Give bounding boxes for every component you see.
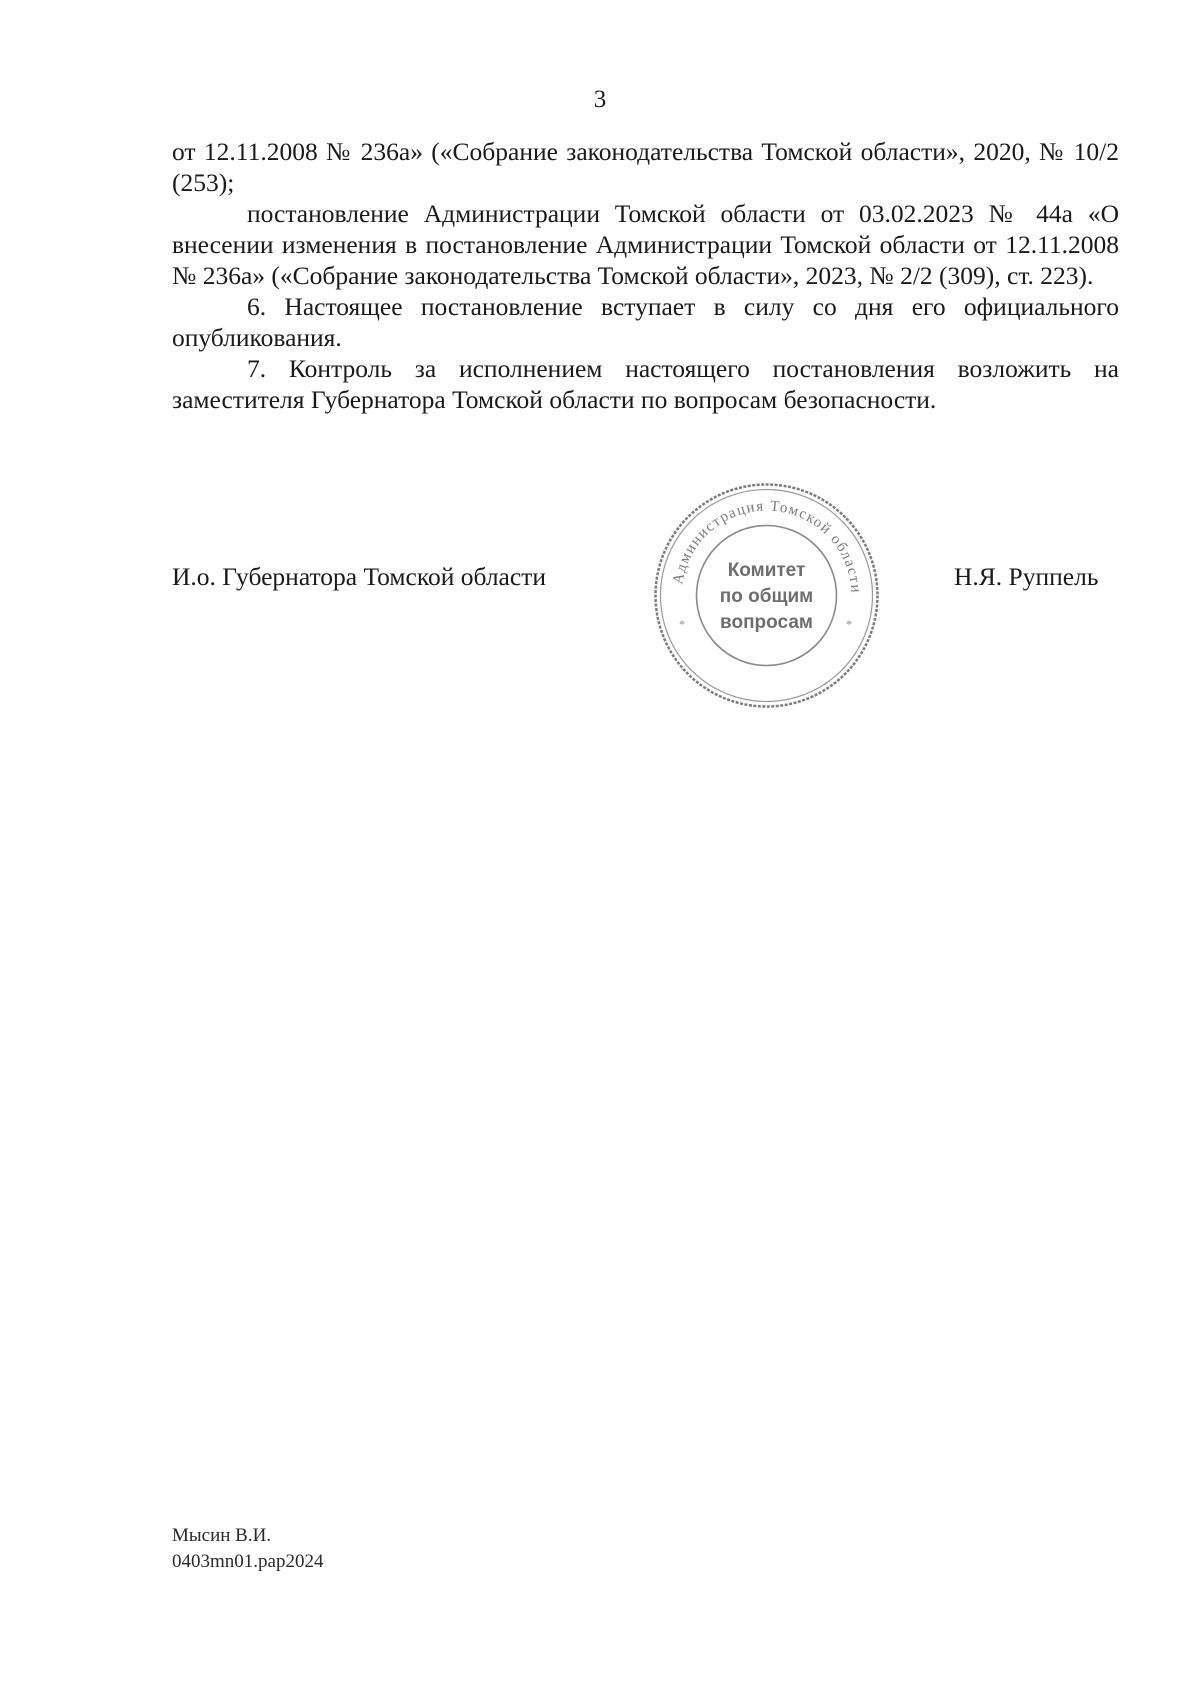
executor-name: Мысин В.И. xyxy=(172,1525,272,1546)
seal-center-line-2: по общим xyxy=(719,586,814,607)
page-number: 3 xyxy=(593,86,607,113)
document-body xyxy=(172,136,1119,415)
signatory-name: Н.Я. Руппель xyxy=(954,562,1099,591)
paragraph-resolution-44a: постановление Администрации Томской области от 03.02.2023 № 44а «О внесении изменения в постановление Администрации Томской области от 12.11.2008 № 236а» («Собрание законодательства Томской области», 2023, № 2/2 (309), ст. 223). xyxy=(172,199,1119,290)
seal-center-line-1: Комитет xyxy=(727,560,806,581)
paragraph-item-6: 6. Настоящее постановление вступает в силу со дня его официального опубликования. xyxy=(172,292,1119,352)
file-code: 0403mn01.pap2024 xyxy=(172,1551,324,1572)
svg-text:*: * xyxy=(846,617,852,631)
executor-block xyxy=(172,1523,323,1575)
official-seal-stamp xyxy=(653,482,880,709)
paragraph-item-7: 7. Контроль за исполнением настоящего постановления возложить на заместителя Губернатора Томской области по вопросам безопасности. xyxy=(172,354,1119,414)
paragraph-continuation: от 12.11.2008 № 236а» («Собрание законодательства Томской области», 2020, № 10/2 (253); xyxy=(172,137,1119,197)
svg-text:*: * xyxy=(679,617,685,631)
seal-ring-text: Администрация Томской области xyxy=(670,498,864,595)
signatory-title: И.о. Губернатора Томской области xyxy=(172,562,546,591)
seal-center-line-3: вопросам xyxy=(720,612,813,633)
